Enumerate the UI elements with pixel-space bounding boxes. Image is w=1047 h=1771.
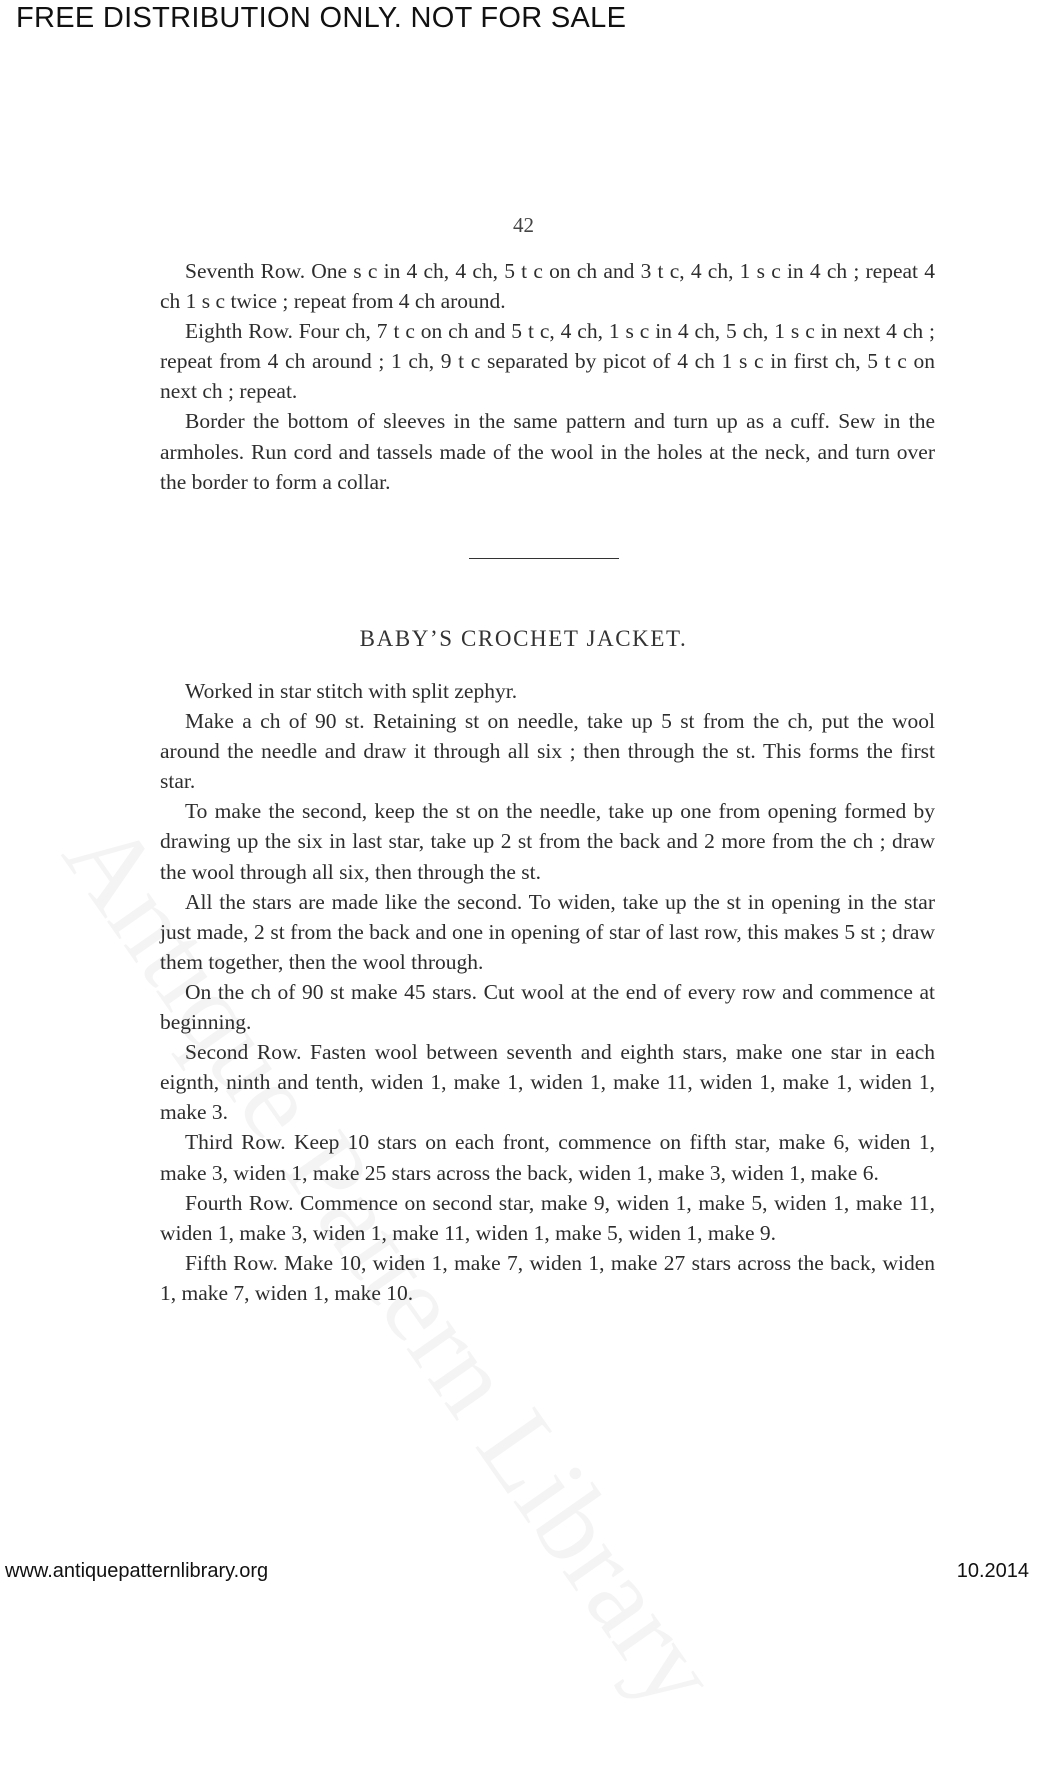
paragraph-eighth-row: Eighth Row. Four ch, 7 t c on ch and 5 t c, 4 ch, 1 s c in 4 ch, 5 ch, 1 s c in next 4 ch ; repeat from 4 ch around ; 1 ch, 9 t c separated by picot of 4 ch 1 s c in first ch, 5 t c on next ch ; repeat. <box>160 319 935 404</box>
paragraph-widening: All the stars are made like the second. To widen, take up the st in opening in the star just made, 2 st from the back and one in opening of star of last row, this makes 5 st ; draw them together, then the wool through. <box>160 889 935 974</box>
paragraph-third-row: Third Row. Keep 10 stars on each front, commence on fifth star, make 6, widen 1, make 3, widen 1, make 25 stars across the back, widen 1, make 3, widen 1, make 6. <box>160 1130 935 1185</box>
section-babys-crochet-jacket <box>160 676 935 1308</box>
section-divider <box>469 558 619 559</box>
paragraph-second-star: To make the second, keep the st on the needle, take up one from opening formed by drawing up the six in last star, take up 2 st from the back and 2 more from the ch ; draw the wool through all six, then through the st. <box>160 799 935 884</box>
paragraph-second-row: Second Row. Fasten wool between seventh and eighth stars, make one star in each eignth, ninth and tenth, widen 1, make 1, widen 1, make 11, widen 1, make 1, widen 1, make 3. <box>160 1040 935 1125</box>
page-number: 42 <box>513 213 534 237</box>
pattern-title: BABY’S CROCHET JACKET. <box>359 626 688 651</box>
paragraph-fourth-row: Fourth Row. Commence on second star, make 9, widen 1, make 5, widen 1, make 11, widen 1, make 3, widen 1, make 11, widen 1, make 5, widen 1, make 9. <box>160 1190 935 1245</box>
footer-website-link[interactable]: www.antiquepatternlibrary.org <box>5 1560 269 1582</box>
paragraph-fifth-row: Fifth Row. Make 10, widen 1, make 7, widen 1, make 27 stars across the back, widen 1, make 7, widen 1, make 10. <box>160 1250 935 1305</box>
distribution-notice: FREE DISTRIBUTION ONLY. NOT FOR SALE <box>16 2 627 34</box>
paragraph-materials: Worked in star stitch with split zephyr. <box>185 679 518 703</box>
paragraph-border-finishing: Border the bottom of sleeves in the same pattern and turn up as a cuff. Sew in the armholes. Run cord and tassels made of the wool in the holes at the neck, and turn over the border to form a collar. <box>160 409 935 494</box>
footer-date: 10.2014 <box>956 1560 1029 1582</box>
paragraph-seventh-row: Seventh Row. One s c in 4 ch, 4 ch, 5 t c on ch and 3 t c, 4 ch, 1 s c in 4 ch ; repeat 4 ch 1 s c twice ; repeat from 4 ch around. <box>160 259 935 314</box>
section-previous-pattern <box>160 256 935 497</box>
paragraph-first-star: Make a ch of 90 st. Retaining st on needle, take up 5 st from the ch, put the wool around the needle and draw it through all six ; then through the st. This forms the first star. <box>160 709 935 794</box>
paragraph-first-row: On the ch of 90 st make 45 stars. Cut wool at the end of every row and commence at beginning. <box>160 979 935 1035</box>
